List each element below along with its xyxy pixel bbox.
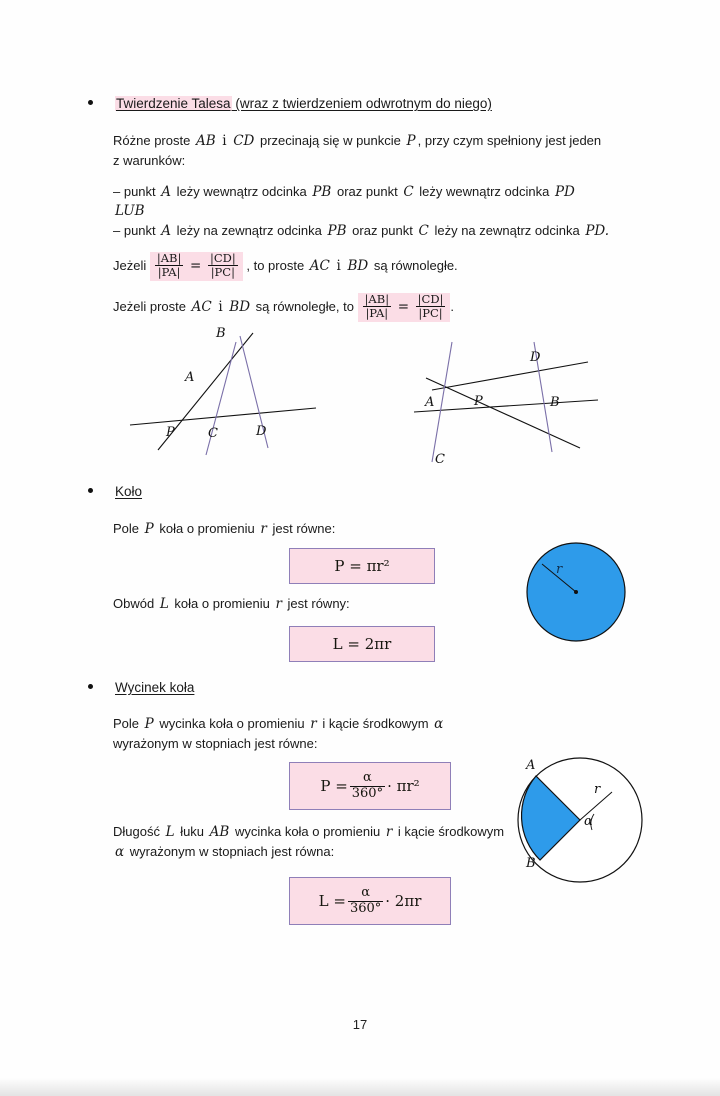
formula-sector-area <box>289 762 451 810</box>
sector-area-fraction: $\frac{\alpha}{360^\circ}$ <box>351 769 384 801</box>
c2-A: A <box>161 223 172 239</box>
if1c: są równoległe. <box>373 258 458 274</box>
if1-AC: AC <box>309 258 330 275</box>
t-line1-AB: AB <box>195 133 216 149</box>
w-arc-line2b: wyrażonym w stopniach jest równa: <box>129 844 335 859</box>
c2d: leży na zewnątrz odcinka <box>434 223 580 238</box>
w-c1: i kącie środkowym <box>322 716 429 731</box>
w-arc-L: L <box>165 824 175 840</box>
label-B-right: B <box>550 395 560 410</box>
arc-rhs: · 2πr <box>385 892 422 910</box>
label-C-right: C <box>435 452 445 467</box>
if1-eq: = <box>190 258 202 275</box>
w-a1: Pole <box>113 716 140 731</box>
if1b: , to proste <box>246 258 305 274</box>
thales-if-statement-1 <box>113 252 673 281</box>
fraction-cd-pc-2: $\frac{|CD|}{|PC|}$ <box>417 292 444 321</box>
sector-area-lhs: P = <box>320 777 348 795</box>
c2a: – punkt <box>113 223 156 238</box>
circle-figure-svg <box>524 540 628 644</box>
wycinek-arc-paragraph <box>113 822 533 862</box>
label-D: D <box>256 424 267 439</box>
k-per-L: L <box>159 596 169 612</box>
label-P: P <box>166 425 175 440</box>
k-area-P: P <box>144 521 154 537</box>
fraction-ab-pa-2: $\frac{|AB|}{|PA|}$ <box>364 292 390 321</box>
section-heading-wycinek <box>88 680 194 695</box>
formula-sector-area-text <box>320 771 419 802</box>
bullet-icon-wycinek <box>88 684 93 689</box>
kolo-perimeter-line <box>113 594 350 614</box>
heading-highlight-thales: Twierdzenie Talesa <box>116 96 231 111</box>
k-per-c: jest równy: <box>287 596 350 611</box>
c2-PD: PD. <box>585 223 610 239</box>
circle-figure <box>524 540 628 644</box>
if1-BD: BD <box>347 258 369 275</box>
formula-circle-area <box>289 548 435 584</box>
c1-C: C <box>403 184 414 200</box>
heading-text-thales <box>115 96 492 111</box>
kolo-area-line <box>113 519 335 539</box>
k-area-b: koła o promieniu <box>159 521 255 536</box>
wycinek-area-paragraph <box>113 714 533 754</box>
fraction-ab-pa: $\frac{|AB|}{|PA|}$ <box>156 251 182 280</box>
formula-circle-perimeter-text: L = 2πr <box>332 635 392 653</box>
label-sector-A: A <box>526 758 536 773</box>
thales-intro-paragraph <box>113 131 658 171</box>
if1-ratio-1 <box>150 252 243 281</box>
thales-condition-2 <box>113 221 673 241</box>
c1c: oraz punkt <box>336 184 398 199</box>
thales-figure-left <box>128 326 318 470</box>
c1b: leży wewnątrz odcinka <box>176 184 307 199</box>
w-arc-b: łuku <box>180 824 205 839</box>
if2-BD: BD <box>229 299 251 316</box>
c1d: leży wewnątrz odcinka <box>419 184 550 199</box>
formula-circle-perimeter <box>289 626 435 662</box>
k-per-b: koła o promieniu <box>174 596 270 611</box>
formula-arc-length-text <box>319 886 422 917</box>
w-alpha: α <box>434 716 444 732</box>
w-line2: wyrażonym w stopniach jest równe: <box>113 736 318 751</box>
w-arc-AB: AB <box>209 824 230 840</box>
k-area-c: jest równe: <box>272 521 336 536</box>
arc-lhs: L = <box>318 892 346 910</box>
k-area-r: r <box>260 521 267 537</box>
if2b: są równoległe, to <box>255 299 354 315</box>
bullet-icon <box>88 100 93 105</box>
w-arc-alpha: α <box>115 844 125 860</box>
if2c: . <box>450 299 455 315</box>
w-arc-r: r <box>385 824 393 840</box>
thales-lub: LUB <box>115 203 145 219</box>
thales-condition-1 <box>113 182 673 202</box>
sector-area-rhs: · πr² <box>387 777 420 795</box>
k-per-a: Obwód <box>113 596 155 611</box>
arc-fraction: $\frac{\alpha}{360^\circ}$ <box>349 884 382 916</box>
formula-arc-length <box>289 877 451 925</box>
w-b1: wycinka koła o promieniu <box>159 716 305 731</box>
thales-if-statement-2 <box>113 293 673 322</box>
thales-figure-right <box>412 340 602 470</box>
if2-eq: = <box>397 299 410 316</box>
t-line1-P: P <box>406 133 416 149</box>
w-arc-a: Długość <box>113 824 160 839</box>
if2-i: i <box>218 299 223 316</box>
section-heading-kolo <box>88 484 142 499</box>
t-line2: z warunków: <box>113 153 186 168</box>
k-per-r: r <box>275 596 282 612</box>
label-A: A <box>185 370 195 385</box>
label-sector-r: r <box>594 782 601 797</box>
label-P-right: P <box>474 394 483 409</box>
label-B: B <box>216 326 226 341</box>
t-line1-CD: CD <box>233 133 255 149</box>
k-area-a: Pole <box>113 521 140 536</box>
label-D-right: D <box>530 350 541 365</box>
t-line1b: przecinają się w punkcie <box>259 133 401 148</box>
if2-AC: AC <box>191 299 212 316</box>
w-arc-d: i kącie środkowym <box>397 824 505 839</box>
heading-text-wycinek: Wycinek koła <box>115 680 195 695</box>
c2b: leży na zewnątrz odcinka <box>176 223 322 238</box>
label-radius-r: r <box>556 562 563 577</box>
thales-diagram-left-svg <box>128 330 318 470</box>
label-sector-alpha: α <box>584 814 593 829</box>
page-edge-shadow <box>0 1078 720 1096</box>
heading-text-kolo: Koło <box>115 484 143 499</box>
heading-rest-thales: (wraz z twierdzeniem odwrotnym do niego) <box>231 96 492 111</box>
w-r: r <box>310 716 317 732</box>
thales-diagram-right-svg <box>412 340 602 470</box>
label-C: C <box>208 426 218 441</box>
if1a: Jeżeli <box>113 258 147 274</box>
c2-C: C <box>418 223 429 239</box>
c1-A: A <box>161 184 172 200</box>
fraction-cd-pc: $\frac{|CD|}{|PC|}$ <box>209 251 236 280</box>
page-number: 17 <box>352 1017 368 1032</box>
c1-PB: PB <box>312 184 332 200</box>
if2a: Jeżeli proste <box>113 299 186 315</box>
w-P: P <box>144 716 154 732</box>
if1-i: i <box>336 258 341 275</box>
label-sector-B: B <box>526 856 536 871</box>
if2-ratio <box>358 293 451 322</box>
formula-circle-area-text: P = πr² <box>334 557 390 575</box>
t-line1-i: i <box>222 133 227 149</box>
c2-PB: PB <box>327 223 347 239</box>
w-arc-c: wycinka koła o promieniu <box>234 824 381 839</box>
c2c: oraz punkt <box>352 223 413 238</box>
t-line1c: , przy czym spełniony jest jeden <box>417 133 602 148</box>
sector-figure <box>512 752 648 888</box>
c1a: – punkt <box>113 184 156 199</box>
t-line1a: Różne proste <box>113 133 191 148</box>
section-heading-thales <box>88 96 492 111</box>
c1-PD: PD <box>554 184 575 200</box>
bullet-icon-kolo <box>88 488 93 493</box>
label-A-right: A <box>425 395 435 410</box>
